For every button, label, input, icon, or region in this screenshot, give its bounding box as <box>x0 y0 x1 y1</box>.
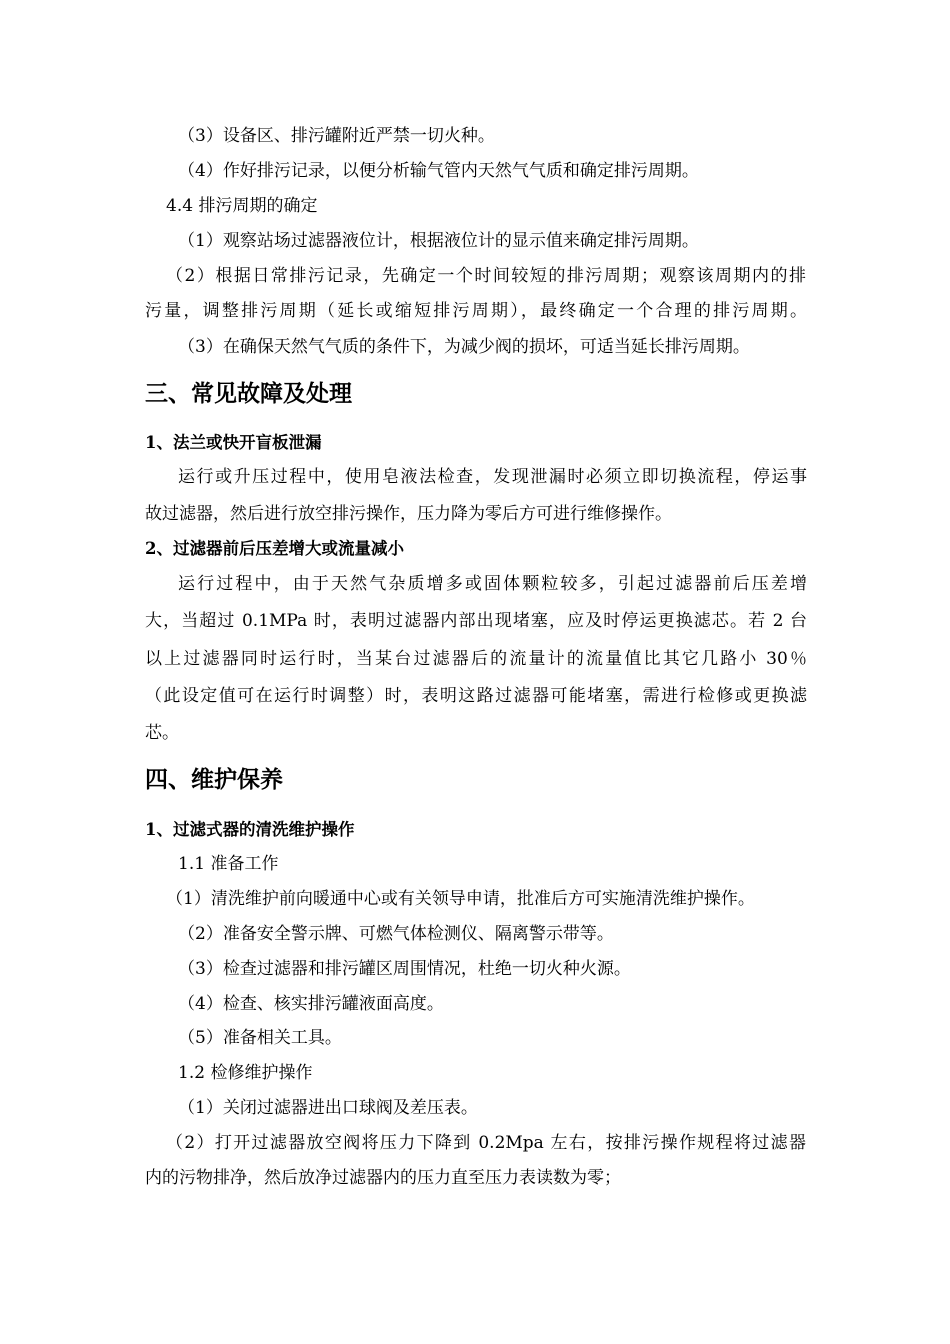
section-3-sub1-line1: 运行或升压过程中，使用皂液法检查，发现泄漏时必须立即切换流程，停运事 <box>178 467 807 487</box>
item-4-4-1: （1）观察站场过滤器液位计，根据液位计的显示值来确定排污周期。 <box>178 231 699 251</box>
section-3-title: 三、常见故障及处理 <box>145 380 352 407</box>
section-3-sub2-line3: 以上过滤器同时运行时，当某台过滤器后的流量计的流量值比其它几路小 30％ <box>145 649 807 669</box>
item-1-1-5: （5）准备相关工具。 <box>178 1028 342 1048</box>
item-1-1-2: （2）准备安全警示牌、可燃气体检测仪、隔离警示带等。 <box>178 924 614 944</box>
section-4-title: 四、维护保养 <box>145 766 283 793</box>
section-3-sub2-line5: 芯。 <box>145 723 179 743</box>
section-3-sub1-title: 1、法兰或快开盲板泄漏 <box>145 433 322 452</box>
item-4-4-2-line1: （2）根据日常排污记录，先确定一个时间较短的排污周期；观察该周期内的排 <box>166 266 806 286</box>
item-1-2-2-line2: 内的污物排净，然后放净过滤器内的压力直至压力表读数为零； <box>145 1168 621 1188</box>
item-1-1-4: （4）检查、核实排污罐液面高度。 <box>178 994 444 1014</box>
section-3-sub2-line1: 运行过程中，由于天然气杂质增多或固体颗粒较多，引起过滤器前后压差增 <box>178 574 807 594</box>
item-4-4-2-line2: 污量，调整排污周期（延长或缩短排污周期），最终确定一个合理的排污周期。 <box>145 301 807 321</box>
section-3-sub1-line2: 故过滤器，然后进行放空排污操作，压力降为零后方可进行维修操作。 <box>145 504 672 524</box>
item-1-1-3: （3）检查过滤器和排污罐区周围情况，杜绝一切火种火源。 <box>178 959 631 979</box>
item-1-2-1: （1）关闭过滤器进出口球阀及差压表。 <box>178 1098 478 1118</box>
subsection-1-2-title: 1.2 检修维护操作 <box>178 1063 313 1083</box>
section-3-sub2-title: 2、过滤器前后压差增大或流量减小 <box>145 539 404 558</box>
item-3-fire-ban: （3）设备区、排污罐附近严禁一切火种。 <box>178 126 495 146</box>
item-4-4-3: （3）在确保天然气气质的条件下，为减少阀的损坏，可适当延长排污周期。 <box>178 337 750 357</box>
subsection-1-1-title: 1.1 准备工作 <box>178 854 279 874</box>
item-1-1-1: （1）清洗维护前向暖通中心或有关领导申请，批准后方可实施清洗维护操作。 <box>166 889 755 909</box>
section-3-sub2-line4: （此设定值可在运行时调整）时，表明这路过滤器可能堵塞，需进行检修或更换滤 <box>145 686 807 706</box>
subsection-4-4-title: 4.4 排污周期的确定 <box>166 196 318 216</box>
section-4-sub1-title: 1、过滤式器的清洗维护操作 <box>145 820 355 839</box>
item-4-record: （4）作好排污记录，以便分析输气管内天然气气质和确定排污周期。 <box>178 161 699 181</box>
item-1-2-2-line1: （2）打开过滤器放空阀将压力下降到 0.2Mpa 左右，按排污操作规程将过滤器 <box>166 1133 806 1153</box>
section-3-sub2-line2: 大，当超过 0.1MPa 时，表明过滤器内部出现堵塞，应及时停运更换滤芯。若 2 台 <box>145 611 807 631</box>
